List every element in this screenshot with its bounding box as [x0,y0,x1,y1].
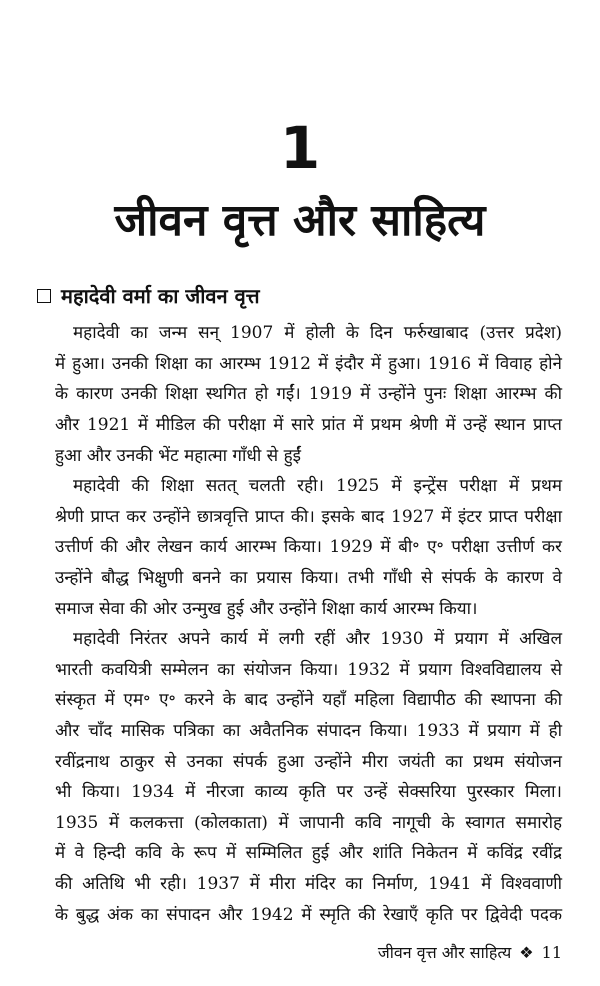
text-line: और 1921 में मीडिल की परीक्षा में सारे प्रांत में प्रथम श्रेणी में उन्हें स्थान प्राप्त [55,415,562,436]
section-heading-text: महादेवी वर्मा का जीवन वृत्त [61,284,260,309]
text-line: महादेवी निरंतर अपने कार्य में लगी रहीं और 1930 में प्रयाग में अखिल [73,629,562,650]
paragraph [55,318,562,471]
page-number: 11 [541,943,562,963]
text-line: की अतिथि भी रही। 1937 में मीरा मंदिर का निर्माण, 1941 में विश्ववाणी [55,873,562,894]
text-line: उत्तीर्ण की और लेखन कार्य आरम्भ किया। 1929 में बी॰ ए॰ परीक्षा उत्तीर्ण कर [55,537,562,558]
chapter-title: जीवन वृत्त और साहित्य [114,194,486,246]
page-footer [0,940,562,966]
text-line: संस्कृत में एम॰ ए॰ करने के बाद उन्होंने यहाँ महिला विद्यापीठ की स्थापना की [55,690,562,711]
text-line: 1935 में कलकत्ता (कोलकाता) में जापानी कवि नागूची के स्वागत समारोह [55,812,562,833]
body-text [55,318,562,930]
section-heading [37,280,600,312]
chapter-number: 1 [279,114,321,182]
text-line: महादेवी का जन्म सन् 1907 में होली के दिन फर्रुखाबाद (उत्तर प्रदेश) [73,323,562,344]
text-line: और चाँद मासिक पत्रिका का अवैतनिक संपादन किया। 1933 में प्रयाग में ही [55,721,562,742]
text-line: भी किया। 1934 में नीरजा काव्य कृति पर उन्हें सेक्सरिया पुरस्कार मिला। [55,782,562,803]
text-line: में हुआ। उनकी शिक्षा का आरम्भ 1912 में इंदौर में हुआ। 1916 में विवाह होने [55,353,562,374]
ornament-icon: ❖ [519,943,534,963]
square-bullet-icon [37,289,51,303]
paragraph [55,624,562,930]
text-line: श्रेणी प्राप्त कर उन्होंने छात्रवृत्ति प्राप्त की। इसके बाद 1927 में इंटर प्राप्त परीक्षा [55,506,562,527]
paragraph [55,471,562,624]
text-line: में वे हिन्दी कवि के रूप में सम्मिलित हुई और शांति निकेतन में कविंद्र रवींद्र [55,843,562,864]
text-line: के बुद्ध अंक का संपादन और 1942 में स्मृति की रेखाएँ कृति पर द्विवेदी पदक [55,904,562,925]
text-line: समाज सेवा की ओर उन्मुख हुई और उन्होंने शिक्षा कार्य आरम्भ किया। [55,598,478,619]
text-line: उन्होंने बौद्ध भिक्षुणी बनने का प्रयास किया। तभी गाँधी से संपर्क के कारण वे [55,568,562,589]
text-line: के कारण उनकी शिक्षा स्थगित हो गईं। 1919 में उन्होंने पुनः शिक्षा आरम्भ की [55,384,562,405]
text-line: महादेवी की शिक्षा सतत् चलती रही। 1925 में इन्ट्रेंस परीक्षा में प्रथम [73,476,562,497]
text-line: हुआ और उनकी भेंट महात्मा गाँधी से हुईं [55,445,301,466]
running-title: जीवन वृत्त और साहित्य [377,943,512,963]
text-line: रवींद्रनाथ ठाकुर से उनका संपर्क हुआ उन्होंने मीरा जयंती का प्रथम संयोजन [55,751,562,772]
text-line: भारती कवयित्री सम्मेलन का संयोजन किया। 1932 में प्रयाग विश्वविद्यालय से [55,659,562,680]
